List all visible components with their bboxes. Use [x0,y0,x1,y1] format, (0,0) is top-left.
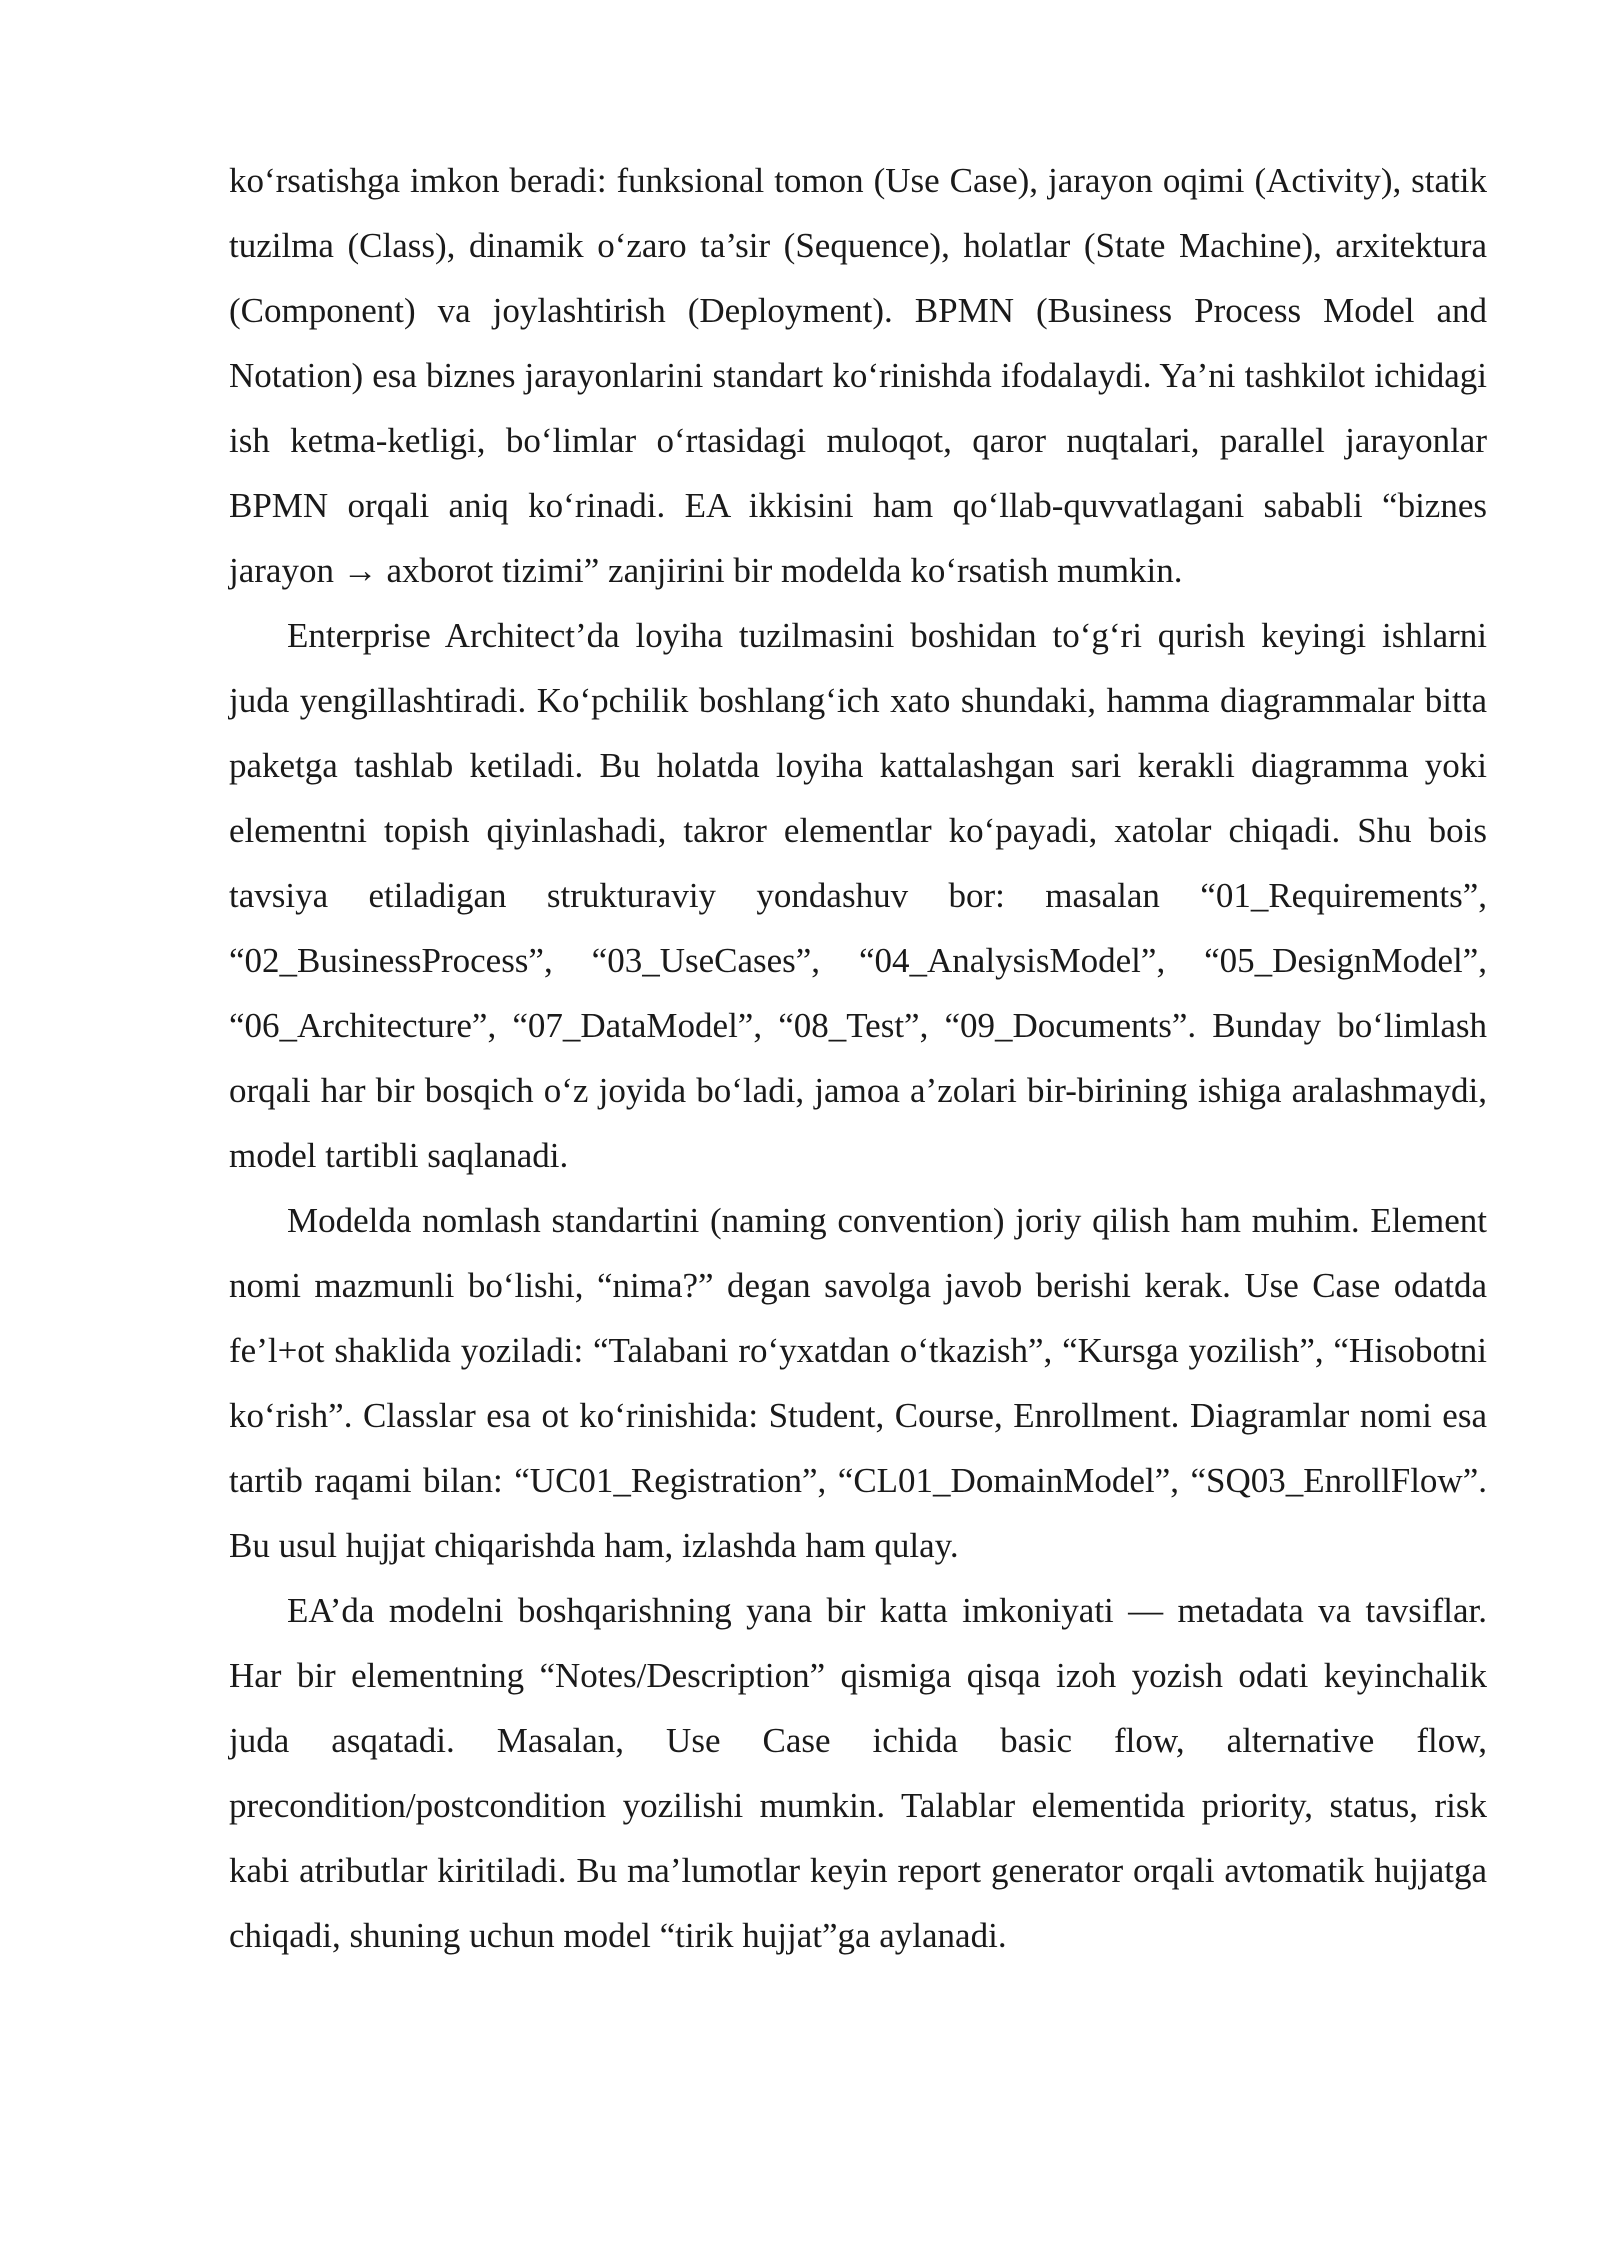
paragraph-project-structure: Enterprise Architect’da loyiha tuzilmasini boshidan to‘g‘ri qurish keyingi ishlarni juda yengillashtiradi. Ko‘pchilik boshlang‘ich xato shundaki, hamma diagrammalar bitta paketga tashlab ketiladi. Bu holatda loyiha kattalashgan sari kerakli diagramma yoki elementni topish qiyinlashadi, takror elementlar ko‘payadi, xatolar chiqadi. Shu bois tavsiya etiladigan strukturaviy yondashuv bor: masalan “01_Requirements”, “02_BusinessProcess”, “03_UseCases”, “04_AnalysisModel”, “05_DesignModel”, “06_Architecture”, “07_DataModel”, “08_Test”, “09_Documents”. Bunday bo‘limlash orqali har bir bosqich o‘z joyida bo‘ladi, jamoa a’zolari bir-birining ishiga aralashmaydi, model tartibli saqlanadi. [229,616,1487,1175]
document-page [229,148,1487,1968]
paragraph-naming-convention: Modelda nomlash standartini (naming convention) joriy qilish ham muhim. Element nomi mazmunli bo‘lishi, “nima?” degan savolga javob berishi kerak. Use Case odatda fe’l+ot shaklida yoziladi: “Talabani ro‘yxatdan o‘tkazish”, “Kursga yozilish”, “Hisobotni ko‘rish”. Classlar esa ot ko‘rinishida: Student, Course, Enrollment. Diagramlar nomi esa tartib raqami bilan: “UC01_Registration”, “CL01_DomainModel”, “SQ03_EnrollFlow”. Bu usul hujjat chiqarishda ham, izlashda ham qulay. [229,1201,1487,1565]
paragraph-metadata: EA’da modelni boshqarishning yana bir katta imkoniyati — metadata va tavsiflar. Har bir elementning “Notes/Description” qismiga qisqa izoh yozish odati keyinchalik juda asqatadi. Masalan, Use Case ichida basic flow, alternative flow, precondition/postcondition yozilishi mumkin. Talablar elementida priority, status, risk kabi atributlar kiritiladi. Bu ma’lumotlar keyin report generator orqali avtomatik hujjatga chiqadi, shuning uchun model “tirik hujjat”ga aylanadi. [229,1591,1487,1955]
paragraph-bpmn: ko‘rsatishga imkon beradi: funksional tomon (Use Case), jarayon oqimi (Activity), statik tuzilma (Class), dinamik o‘zaro ta’sir (Sequence), holatlar (State Machine), arxitektura (Component) va joylashtirish (Deployment). BPMN (Business Process Model and Notation) esa biznes jarayonlarini standart ko‘rinishda ifodalaydi. Ya’ni tashkilot ichidagi ish ketma-ketligi, bo‘limlar o‘rtasidagi muloqot, qaror nuqtalari, parallel jarayonlar BPMN orqali aniq ko‘rinadi. EA ikkisini ham qo‘llab-quvvatlagani sababli “biznes jarayon → axborot tizimi” zanjirini bir modelda ko‘rsatish mumkin. [229,161,1487,590]
